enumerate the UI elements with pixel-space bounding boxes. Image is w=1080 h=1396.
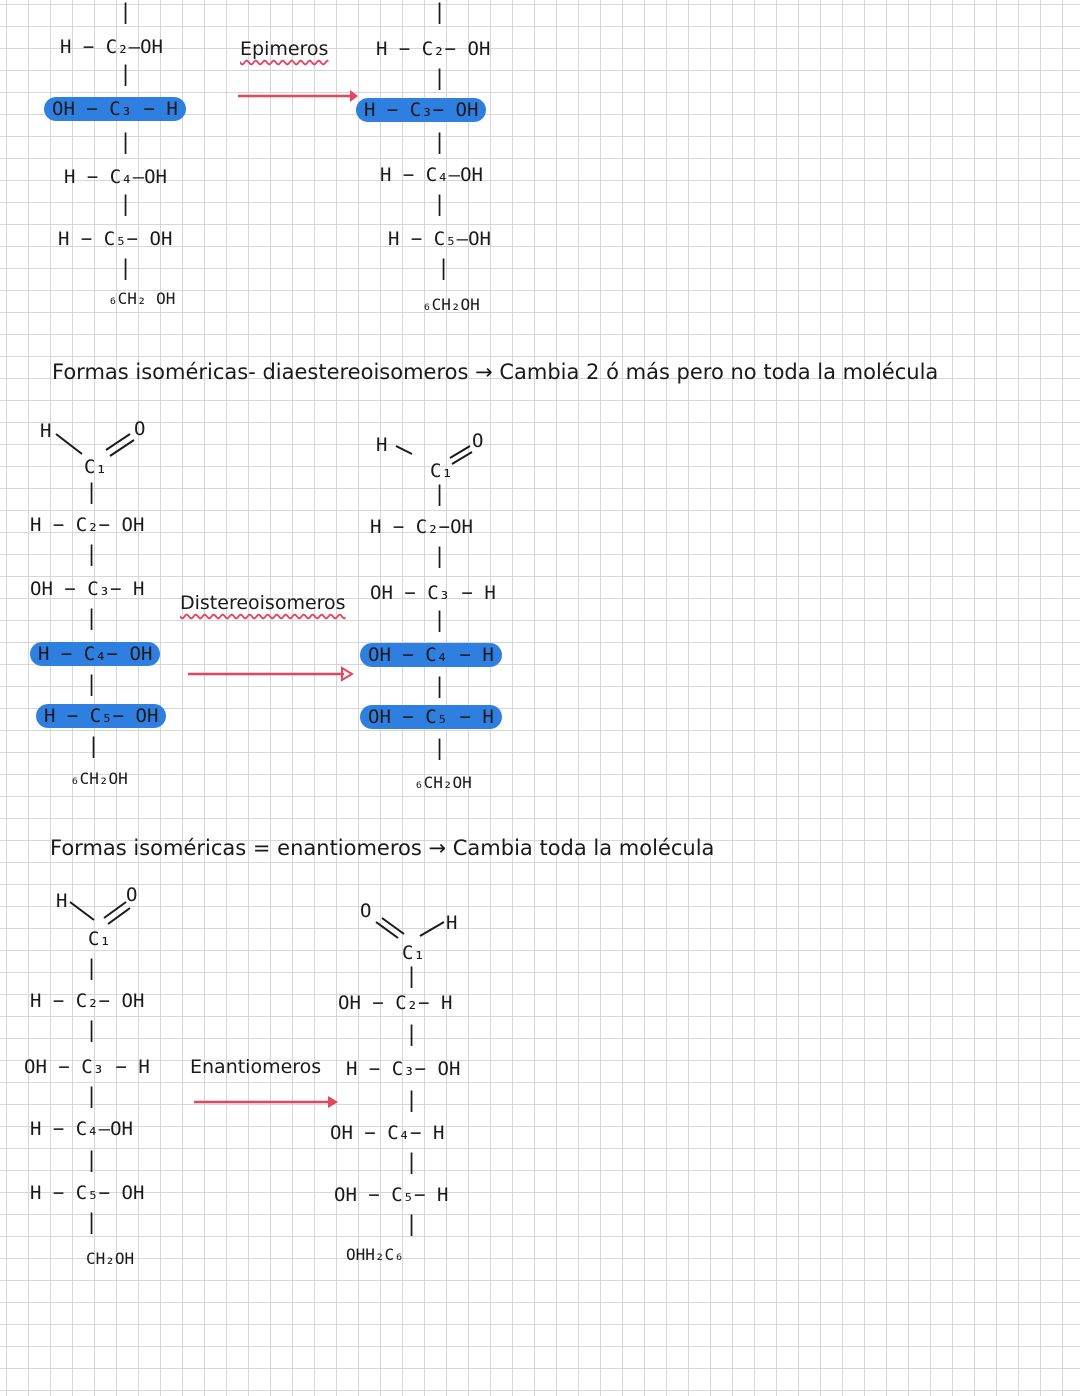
right-c4: H − C₄—OH	[380, 164, 483, 186]
left-c5: H − C₅− OH	[58, 228, 173, 250]
arrow-right-icon	[194, 1094, 340, 1110]
label-distereoisomeros: Distereoisomeros	[180, 592, 346, 614]
bond-vertical: |	[436, 482, 444, 506]
right-c3: OH − C₃ − H	[370, 582, 496, 604]
bond-vertical: |	[88, 606, 96, 630]
sentence-enantiomeros: Formas isoméricas = enantiomeros → Cambia toda la molécula	[50, 836, 715, 860]
bond-vertical: |	[88, 956, 96, 980]
right-c6: OHH₂C₆	[346, 1245, 404, 1264]
bond-vertical: |	[408, 1088, 416, 1112]
highlight-left-c5: H − C₅− OH	[36, 704, 166, 728]
left-c3: OH − C₃ − H	[24, 1056, 150, 1078]
left-c4: H − C₄—OH	[64, 166, 167, 188]
arrow-right-icon	[188, 666, 354, 682]
left-aldehyde-h: H	[56, 890, 68, 912]
label-enantiomeros: Enantiomeros	[190, 1056, 322, 1078]
highlight-left-c4: H − C₄− OH	[30, 642, 160, 666]
bond-vertical: |	[408, 1150, 416, 1174]
arrow-right-icon	[238, 88, 358, 104]
bond-vertical: |	[436, 0, 444, 24]
left-c2: H − C₂—OH	[60, 36, 163, 58]
right-c5: OH − C₅− H	[334, 1184, 449, 1206]
left-c1: C₁	[84, 456, 107, 478]
bond-vertical: |	[408, 1022, 416, 1046]
bond-vertical: |	[122, 0, 130, 24]
bond-vertical: |	[436, 544, 444, 568]
bond-vertical: |	[122, 256, 130, 280]
left-c4: H − C₄—OH	[30, 1118, 133, 1140]
bond-vertical: |	[90, 734, 98, 758]
bond-vertical: |	[408, 1212, 416, 1236]
carbonyl-bonds	[374, 916, 450, 944]
bond-vertical: |	[436, 192, 444, 216]
right-c2: H − C₂−OH	[370, 516, 473, 538]
bond-vertical: |	[436, 608, 444, 632]
highlight-left-c3: OH − C₃ − H	[44, 97, 186, 121]
carbonyl-bonds	[70, 898, 140, 926]
sentence-diaestereoisomeros: Formas isoméricas- diaestereoisomeros → Cambia 2 ó más pero no toda la molécula	[52, 360, 939, 384]
right-aldehyde-h: H	[376, 434, 388, 456]
left-c6: CH₂OH	[86, 1249, 135, 1268]
bond-vertical: |	[440, 256, 448, 280]
left-c1: C₁	[88, 928, 111, 950]
bond-vertical: |	[88, 1210, 96, 1234]
right-c5: H − C₅—OH	[388, 228, 491, 250]
right-c6: ₆CH₂OH	[414, 773, 472, 792]
left-c6: ₆CH₂OH	[70, 769, 128, 788]
bond-vertical: |	[88, 672, 96, 696]
left-aldehyde-o: O	[126, 884, 138, 906]
left-c5: H − C₅− OH	[30, 1182, 145, 1204]
right-aldehyde-o: O	[472, 430, 484, 452]
bond-vertical: |	[122, 62, 130, 86]
right-aldehyde-o: O	[360, 900, 372, 922]
bond-vertical: |	[88, 1018, 96, 1042]
highlight-right-c4: OH − C₄ − H	[360, 643, 502, 667]
bond-vertical: |	[88, 480, 96, 504]
label-epimeros: Epimeros	[240, 38, 329, 60]
bond-vertical: |	[122, 130, 130, 154]
bond-vertical: |	[88, 542, 96, 566]
right-c2: OH − C₂− H	[338, 992, 453, 1014]
left-c2: H − C₂− OH	[30, 990, 145, 1012]
left-c2: H − C₂− OH	[30, 514, 145, 536]
highlight-right-c5: OH − C₅ − H	[360, 705, 502, 729]
right-c4: OH − C₄− H	[330, 1122, 445, 1144]
bond-vertical: |	[436, 674, 444, 698]
left-c6: ₆CH₂ OH	[108, 289, 176, 308]
bond-vertical: |	[436, 130, 444, 154]
bond-vertical: |	[122, 192, 130, 216]
bond-vertical: |	[88, 1084, 96, 1108]
bond-vertical: |	[436, 736, 444, 760]
right-c1: C₁	[430, 460, 453, 482]
bond-vertical: |	[436, 66, 444, 90]
highlight-right-c3: H − C₃− OH	[356, 98, 486, 122]
right-c3: H − C₃− OH	[346, 1058, 461, 1080]
bond-vertical: |	[408, 964, 416, 988]
right-c6: ₆CH₂OH	[422, 295, 480, 314]
right-c2: H − C₂− OH	[376, 38, 491, 60]
left-c3: OH − C₃− H	[30, 578, 145, 600]
bond-vertical: |	[88, 1148, 96, 1172]
left-aldehyde-h: H	[40, 420, 52, 442]
left-aldehyde-o: O	[134, 418, 146, 440]
right-c1: C₁	[402, 942, 425, 964]
right-aldehyde-h: H	[446, 912, 458, 934]
